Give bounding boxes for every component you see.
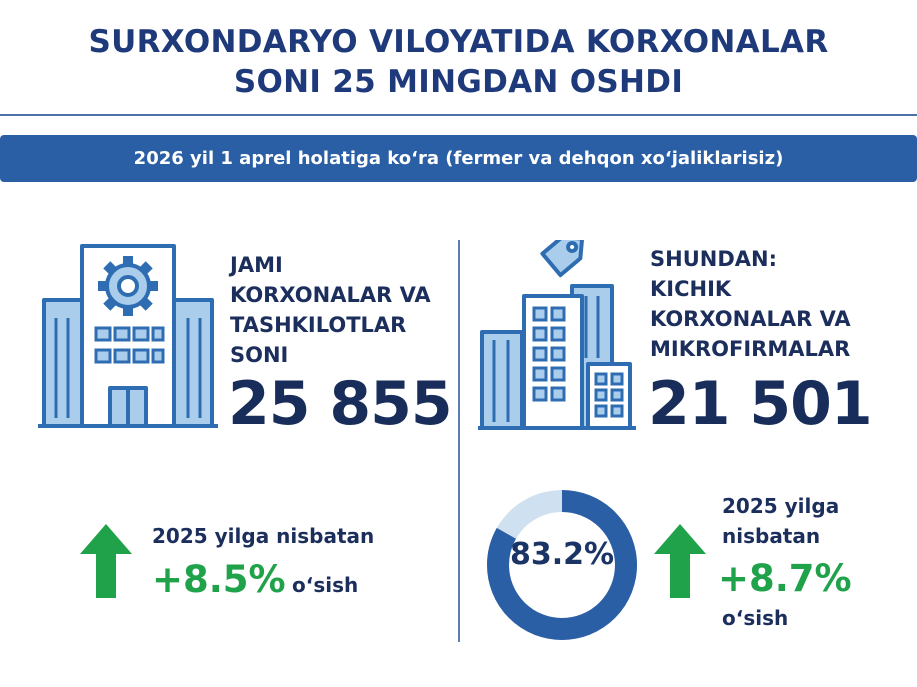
label-line: SHUNDAN: [650,247,777,271]
green-up-arrow-icon [78,522,134,604]
left-growth-suffix: oʻsish [292,573,359,597]
title-underline [0,114,917,116]
label-line: SONI [230,343,289,367]
total-enterprises-label [230,250,431,370]
factory-building-gear-icon [38,238,218,437]
banner-text: 2026 yil 1 aprel holatiga koʻra (fermer va dehqon xoʻjaliklarisiz) [133,148,784,169]
right-growth-percent: +8.7% [718,557,852,600]
right-growth-caption-line2: nisbatan [722,524,821,548]
left-growth-caption: 2025 yilga nisbatan [152,524,375,548]
green-up-arrow-icon [652,522,708,604]
small-enterprises-value: 21 501 [648,369,872,439]
total-enterprises-value: 25 855 [228,369,452,439]
label-line: KORXONALAR VA [650,307,851,331]
title-line-1: SURXONDARYO VILOYATIDA KORXONALAR [88,24,829,60]
label-line: JAMI [230,253,283,277]
page-title [0,22,917,102]
label-line: TASHKILOTLAR [230,313,407,337]
label-line: MIKROFIRMALAR [650,337,851,361]
label-line: KICHIK [650,277,732,301]
label-line: KORXONALAR VA [230,283,431,307]
right-growth-caption-line1: 2025 yilga [722,494,840,518]
office-buildings-price-tag-icon [478,240,638,436]
small-enterprises-label [650,244,851,364]
share-donut-label: 83.2% [509,537,615,572]
column-divider [458,240,460,642]
right-growth-suffix: oʻsish [722,606,789,630]
title-line-2: SONI 25 MINGDAN OSHDI [233,64,684,100]
left-growth-percent: +8.5% [152,558,286,601]
date-banner [0,135,917,182]
